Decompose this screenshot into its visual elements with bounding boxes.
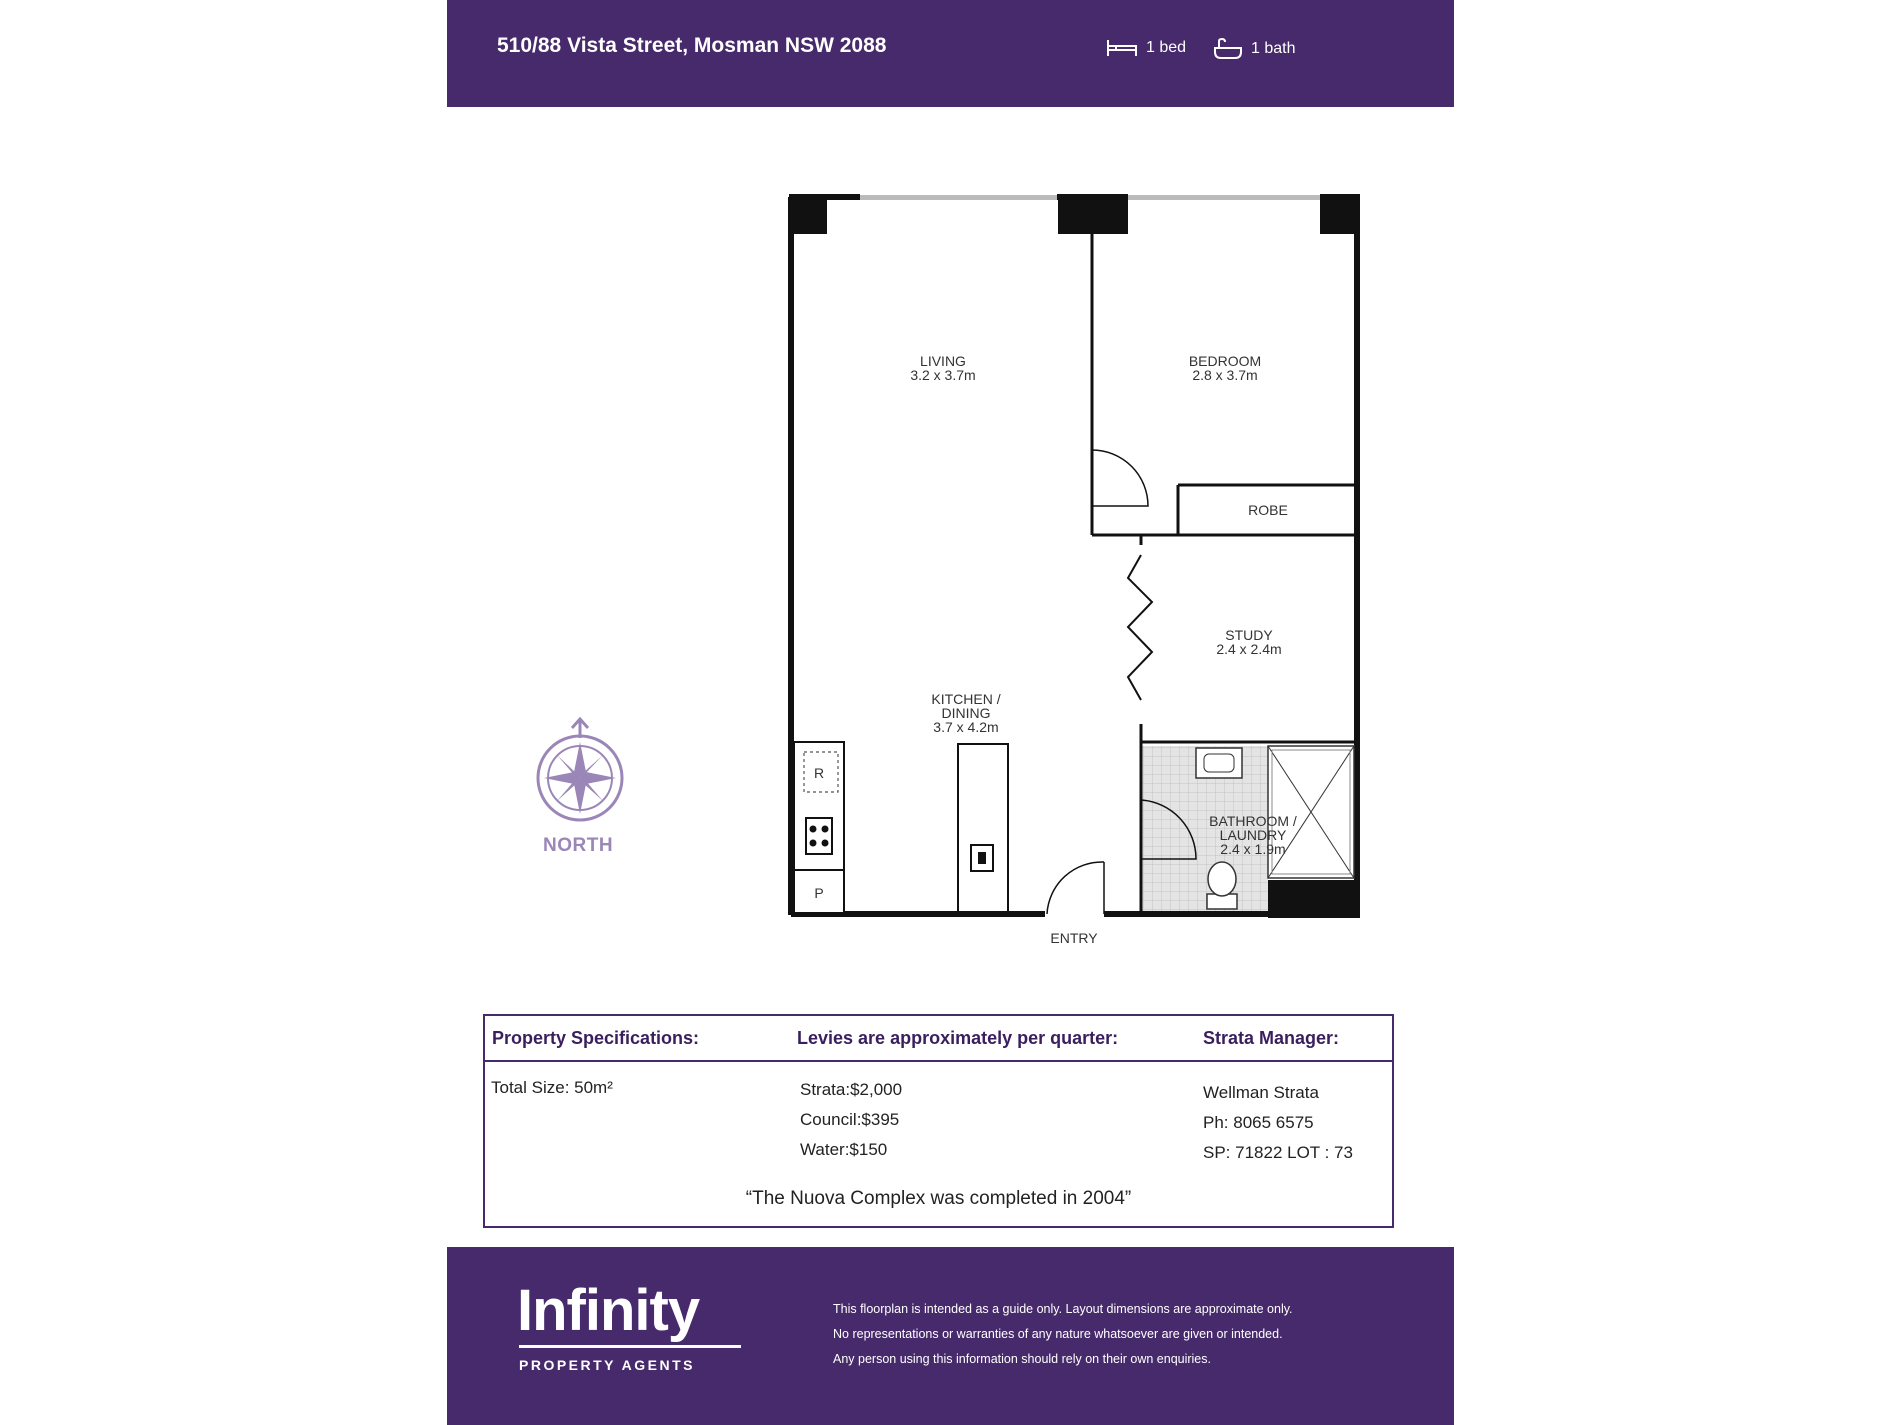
bathroom-label xyxy=(1209,814,1297,856)
brand-tagline: PROPERTY AGENTS xyxy=(519,1357,695,1373)
cooktop xyxy=(806,818,832,854)
compass-icon xyxy=(533,716,627,828)
specifications-table xyxy=(483,1014,1394,1228)
strata-manager-name: Wellman Strata xyxy=(1203,1083,1319,1102)
entry-label: ENTRY xyxy=(1050,930,1098,946)
bedroom-label xyxy=(1189,354,1261,382)
levies-header: Levies are approximately per quarter: xyxy=(797,1028,1119,1048)
kitchen-island xyxy=(958,744,1008,912)
bed-count xyxy=(1106,38,1186,58)
strata-manager-header: Strata Manager: xyxy=(1203,1028,1340,1048)
bathroom-name-2: LAUNDRY xyxy=(1219,827,1287,843)
levy-strata: Strata:$2,000 xyxy=(800,1080,903,1099)
specifications-header-row xyxy=(485,1016,1392,1062)
bath-count xyxy=(1213,38,1295,60)
kitchen-name-1: KITCHEN / xyxy=(931,691,1001,707)
basin xyxy=(1196,748,1242,778)
study-name: STUDY xyxy=(1225,627,1273,643)
property-specs-header: Property Specifications: xyxy=(492,1028,700,1048)
disclaimer-line: Any person using this information should rely on their own enquiries. xyxy=(833,1352,1211,1366)
compass-north-label: NORTH xyxy=(543,835,614,856)
shower xyxy=(1268,746,1354,878)
entry-door xyxy=(1047,862,1104,914)
bed-icon xyxy=(1106,38,1138,58)
kitchen-name-2: DINING xyxy=(941,705,991,721)
bath-label: 1 bath xyxy=(1251,40,1296,57)
study-bifold-door xyxy=(1128,555,1152,700)
brand-underline xyxy=(519,1345,741,1348)
pantry-label: P xyxy=(814,885,824,901)
living-label xyxy=(910,354,975,382)
property-address: 510/88 Vista Street, Mosman NSW 2088 xyxy=(497,34,887,57)
header-bar xyxy=(447,0,1454,107)
disclaimer-line: No representations or warranties of any nature whatsoever are given or intended. xyxy=(833,1327,1283,1341)
bedroom-door xyxy=(1092,450,1148,506)
levy-council: Council:$395 xyxy=(800,1110,900,1129)
living-size: 3.2 x 3.7m xyxy=(910,367,976,383)
bathroom-name-1: BATHROOM / xyxy=(1209,813,1297,829)
bed-label: 1 bed xyxy=(1146,39,1187,56)
bathroom-size: 2.4 x 1.9m xyxy=(1220,841,1286,857)
bath-icon xyxy=(1213,38,1243,60)
disclaimer xyxy=(833,1297,1293,1372)
fridge-label: R xyxy=(813,765,825,781)
bedroom-size: 2.8 x 3.7m xyxy=(1192,367,1258,383)
robe-label xyxy=(1248,503,1288,517)
living-name: LIVING xyxy=(920,353,966,369)
footer-bar xyxy=(447,1247,1454,1425)
disclaimer-line: This floorplan is intended as a guide only. Layout dimensions are approximate only. xyxy=(833,1302,1293,1316)
total-size: Total Size: 50m² xyxy=(491,1078,613,1097)
toilet xyxy=(1207,862,1237,909)
levy-water: Water:$150 xyxy=(800,1140,888,1159)
study-size: 2.4 x 2.4m xyxy=(1216,641,1282,657)
kitchen-label xyxy=(931,692,1000,734)
complex-completion-note: “The Nuova Complex was completed in 2004” xyxy=(745,1188,1132,1209)
strata-plan-lot: SP: 71822 LOT : 73 xyxy=(1203,1143,1353,1162)
bedroom-name: BEDROOM xyxy=(1188,353,1262,369)
kitchen-size: 3.7 x 4.2m xyxy=(933,719,999,735)
study-label xyxy=(1216,628,1281,656)
strata-manager-phone: Ph: 8065 6575 xyxy=(1203,1113,1314,1132)
robe-name: ROBE xyxy=(1248,502,1288,518)
brand-logo-text: Infinity xyxy=(517,1278,700,1343)
